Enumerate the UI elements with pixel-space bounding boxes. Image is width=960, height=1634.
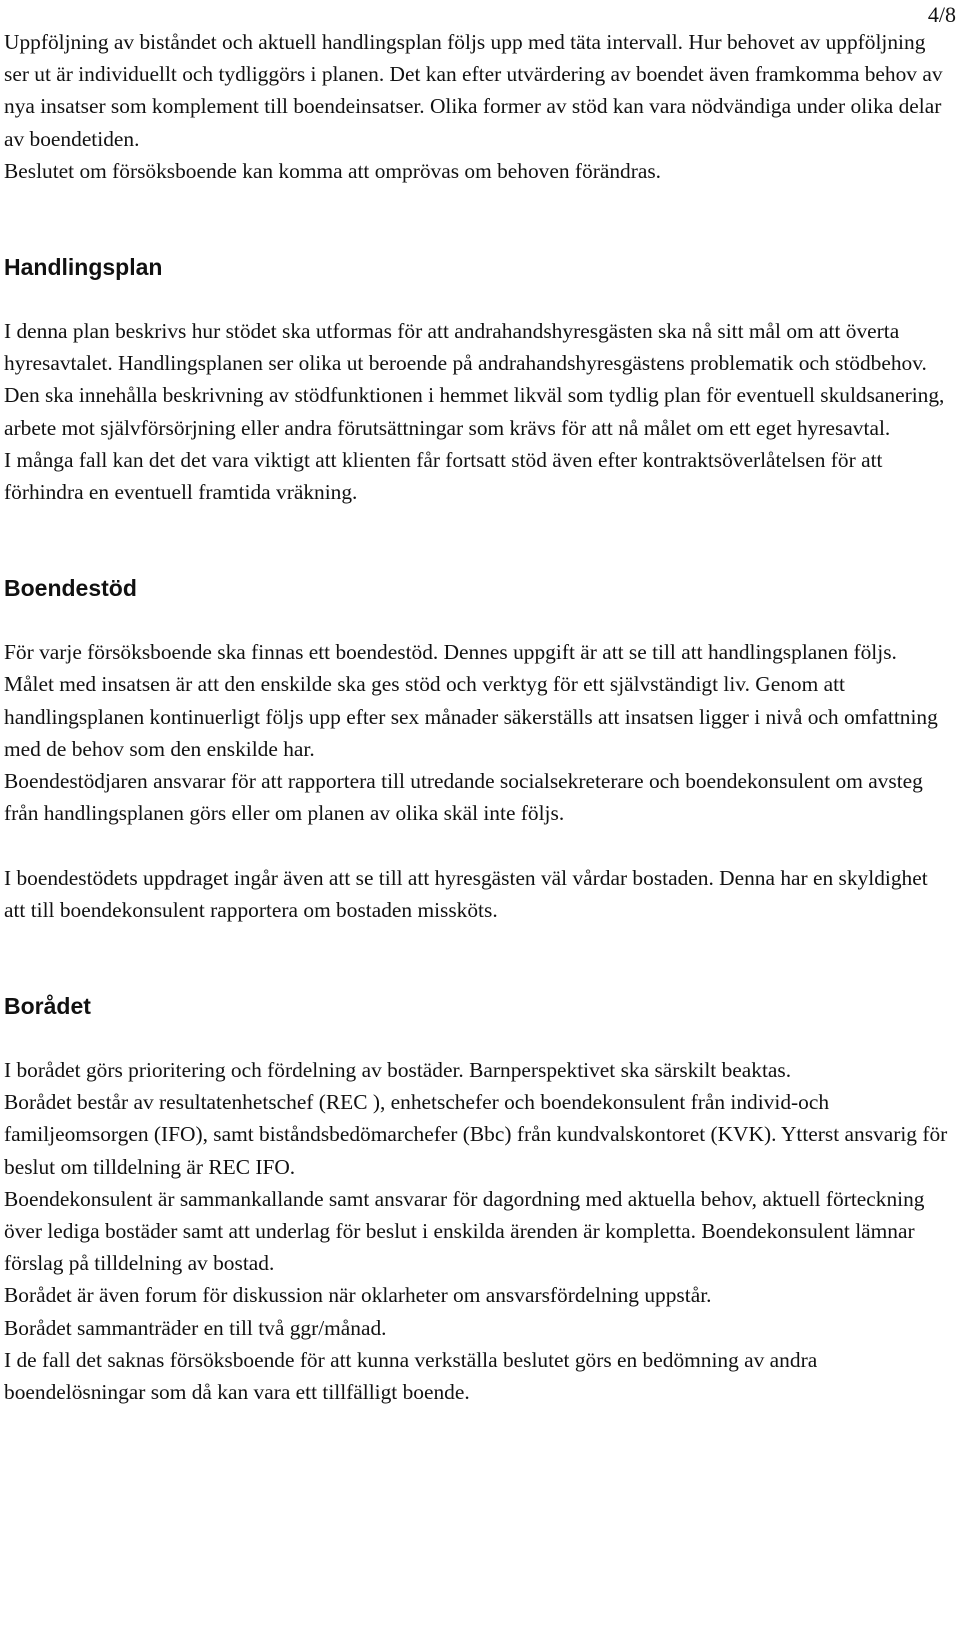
boradet-paragraph-6: I de fall det saknas försöksboende för att kunna verkställa beslutet görs en bedömning av andra boendelösningar som då kan vara ett tillfälligt boende. [4,1347,818,1405]
heading-boendestod: Boendestöd [4,575,137,602]
boradet-paragraph-2: Borådet består av resultatenhetschef (REC ), enhetschefer och boendekonsulent från individ-och familjeomsorgen (IFO), samt biståndsbedömarchefer (Bbc) från kundvalskontoret (KVK). Ytterst ansvarig för beslut om tilldelning är REC IFO. [4,1090,948,1179]
boendestod-paragraph-3: I boendestödets uppdraget ingår även att se till att hyresgästen väl vårdar bostaden. Denna har en skyldighet att till boendekonsulent rapportera om bostaden missköts. [4,865,928,922]
page-number: 4/8 [927,2,956,27]
boradet-paragraph-1: I borådet görs prioritering och fördelning av bostäder. Barnperspektivet ska särskilt beaktas. [4,1058,792,1083]
heading-handlingsplan: Handlingsplan [4,254,163,281]
boradet-paragraph-3: Boendekonsulent är sammankallande samt ansvarar för dagordning med aktuella behov, aktuell förteckning över lediga bostäder samt att underlag för beslut i enskilda ärenden är kompletta. Boendekonsulent lämnar förslag på tilldelning av bostad. [4,1186,925,1276]
boradet-paragraph-4: Borådet är även forum för diskussion när oklarheter om ansvarsfördelning uppstår. [4,1283,712,1308]
document-body [4,26,952,1408]
intro-paragraph-1: Uppföljning av biståndet och aktuell handlingsplan följs upp med täta intervall. Hur behovet av uppföljning ser ut är individuellt och tydliggörs i planen. Det kan efter utvärdering av boendet även framkomma behov av nya insatser som komplement till boendeinsatser. Olika former av stöd kan vara nödvändiga under olika delar av boendetiden. [4,30,943,151]
handlingsplan-paragraph-2: I många fall kan det det vara viktigt att klienten får fortsatt stöd även efter kontraktsöverlåtelsen för att förhindra en eventuell framtida vräkning. [4,447,883,505]
handlingsplan-paragraph-1: I denna plan beskrivs hur stödet ska utformas för att andrahandshyresgästen ska nå sitt mål om att överta hyresavtalet. Handlingsplanen ser olika ut beroende på andrahandshyresgästens problematik och stödbehov. Den ska innehålla beskrivning av stödfunktionen i hemmet likväl som tydlig plan för eventuell skuldsanering, arbete mot självförsörjning eller andra förutsättningar som krävs för att nå målet om ett eget hyresavtal. [4,319,945,440]
boendestod-paragraph-1: För varje försöksboende ska finnas ett boendestöd. Dennes uppgift är att se till att handlingsplanen följs. Målet med insatsen är att den enskilde ska ges stöd och verktyg för ett självständigt liv. Genom att handlingsplanen kontinuerligt följs upp efter sex månader säkerställs att insatsen ligger i nivå och omfattning med de behov som den enskilde har. [4,640,938,761]
intro-paragraph-2: Beslutet om försöksboende kan komma att omprövas om behoven förändras. [4,158,662,183]
heading-boradet: Borådet [4,993,91,1020]
boendestod-paragraph-2: Boendestödjaren ansvarar för att rapportera till utredande socialsekreterare och boendekonsulent om avsteg från handlingsplanen görs eller om planen av olika skäl inte följs. [4,769,923,826]
boradet-paragraph-5: Borådet sammanträder en till två ggr/månad. [4,1315,387,1340]
